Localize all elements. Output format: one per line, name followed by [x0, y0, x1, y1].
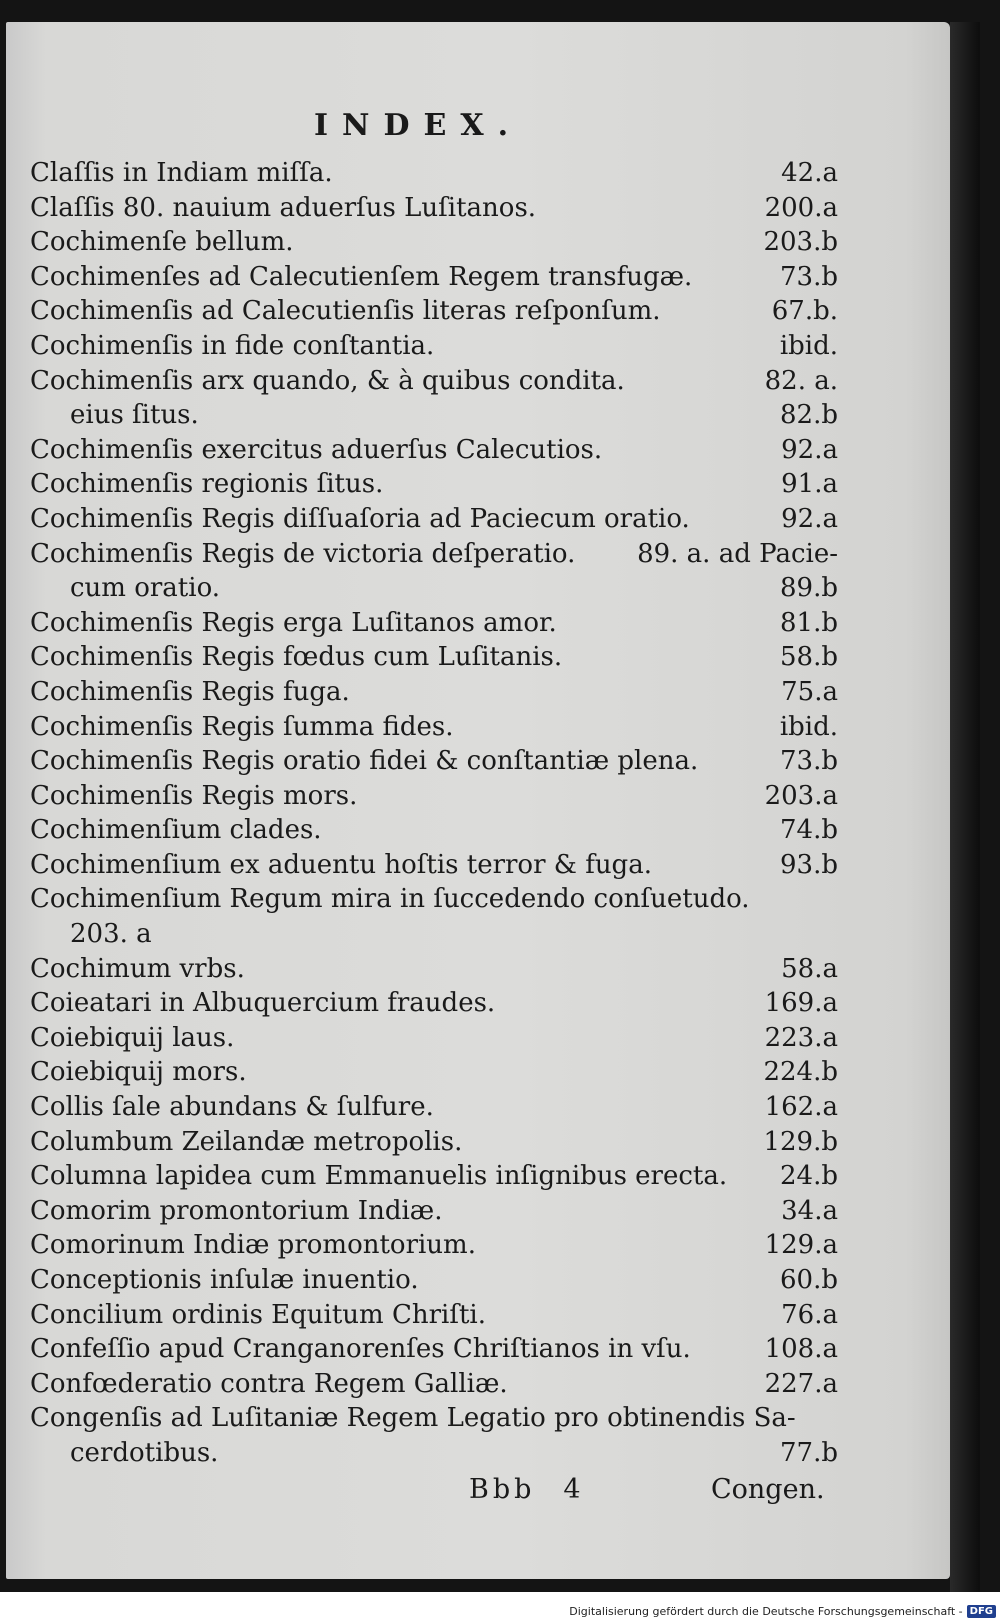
- index-entry: [30, 813, 838, 848]
- index-entry: [30, 433, 838, 468]
- running-head: INDEX.: [314, 108, 523, 143]
- entry-page-ref: 58.a: [781, 953, 838, 984]
- index-entry: [30, 1298, 838, 1333]
- entry-page-ref: 60.b: [780, 1265, 838, 1295]
- entry-page-ref: 58.b: [780, 642, 838, 673]
- index-entry: [30, 917, 838, 952]
- entry-text: Cochimenſes ad Calecutienſem Regem transfugæ.: [30, 261, 693, 292]
- entry-text: 203. a: [70, 919, 152, 950]
- index-entry: [30, 744, 838, 779]
- entry-text: cerdotibus.: [70, 1437, 219, 1468]
- index-entry: [30, 1125, 838, 1160]
- catchword: Congen.: [711, 1474, 825, 1505]
- entry-page-ref: 82. a.: [764, 365, 838, 396]
- entry-page-ref: 162.a: [764, 1092, 838, 1123]
- entry-text: Cochimenſis Regis erga Luſitanos amor.: [30, 607, 557, 638]
- entry-page-ref: 34.a: [781, 1195, 838, 1226]
- book-edge: [950, 22, 980, 1592]
- entry-text: Comorinum Indiæ promontorium.: [30, 1230, 476, 1261]
- index-entry: [30, 1263, 838, 1298]
- index-entry: [30, 364, 838, 399]
- index-entry: [30, 260, 838, 295]
- entry-text: Cochimenſis Regis de victoria deſperatio.: [30, 538, 576, 569]
- index-entry: [30, 502, 838, 537]
- digitization-credit: [569, 1603, 996, 1619]
- entry-page-ref: 73.b: [780, 746, 838, 777]
- entry-text: Cochimenſis exercitus aduerſus Calecutios.: [30, 434, 603, 465]
- index-entry: [30, 675, 838, 710]
- entry-text: Cochimenſis Regis oratio fidei & conſtantiæ plena.: [30, 746, 699, 777]
- index-entry: [30, 467, 838, 502]
- index-entry: [30, 191, 838, 226]
- entry-page-ref: 200.a: [764, 192, 838, 223]
- entry-text: Confeſſio apud Cranganorenſes Chriſtianos in vſu.: [30, 1334, 691, 1365]
- entry-text: Cochimenſis Regis mors.: [30, 780, 358, 811]
- index-entry: [30, 1367, 838, 1402]
- index-entry: [30, 848, 838, 883]
- book-page: [6, 22, 950, 1579]
- entry-page-ref: 203.b: [763, 227, 838, 258]
- entry-page-ref: 129.a: [764, 1230, 838, 1261]
- index-entry: [30, 1436, 838, 1471]
- entry-page-ref: 108.a: [764, 1334, 838, 1365]
- entry-page-ref: 89.b: [780, 573, 838, 604]
- index-entry: [30, 294, 838, 329]
- index-entry: [30, 986, 838, 1021]
- entry-page-ref: 93.b: [780, 849, 838, 880]
- index-entry: [30, 398, 838, 433]
- index-entry: [30, 225, 838, 260]
- signature-number: 4: [563, 1474, 585, 1505]
- entry-text: Columbum Zeilandæ metropolis.: [30, 1126, 463, 1157]
- dfg-logo-icon: DFG: [967, 1605, 996, 1618]
- index-entry: [30, 1228, 838, 1263]
- entry-page-ref: 169.a: [764, 988, 838, 1019]
- entry-text: Claſſis in Indiam miſſa.: [30, 158, 333, 188]
- entry-page-ref: 227.a: [764, 1368, 838, 1399]
- entry-page-ref: 75.a: [781, 676, 838, 707]
- entry-text: Cochimenſis ad Calecutienſis literas reſponſum.: [30, 296, 661, 327]
- index-entry: [30, 1194, 838, 1229]
- entry-text: Conceptionis inſulæ inuentio.: [30, 1265, 419, 1295]
- entry-text: Cochimenſis in fide conſtantia.: [30, 330, 435, 361]
- index-entry: [30, 156, 838, 191]
- index-entry: [30, 1021, 838, 1056]
- entry-page-ref: 76.a: [781, 1299, 838, 1330]
- entry-text: Cochimenſis arx quando, & à quibus condita.: [30, 365, 625, 396]
- entry-text: Columna lapidea cum Emmanuelis inſignibus erecta.: [30, 1161, 728, 1192]
- entry-text: Cochimum vrbs.: [30, 953, 245, 984]
- entry-text: Cochimenſis Regis ſumma fides.: [30, 711, 454, 742]
- entry-page-ref: 89. a. ad Pacie-: [637, 538, 838, 569]
- entry-page-ref: 223.a: [764, 1022, 838, 1053]
- entry-page-ref: 77.b: [780, 1437, 838, 1468]
- index-entry: [30, 1090, 838, 1125]
- entry-page-ref: 74.b: [780, 815, 838, 846]
- entry-text: Cochimenſis Regis diſſuaſoria ad Paciecum oratio.: [30, 503, 690, 534]
- entry-text: Coiebiquij mors.: [30, 1057, 247, 1088]
- index-entry: [30, 640, 838, 675]
- index-entry: [30, 606, 838, 641]
- index-entry: [30, 710, 838, 745]
- entry-text: cum oratio.: [70, 573, 221, 604]
- entry-page-ref: 73.b: [780, 261, 838, 292]
- entry-page-ref: 91.a: [781, 469, 838, 500]
- entry-text: Comorim promontorium Indiæ.: [30, 1195, 443, 1226]
- index-entries: [30, 156, 838, 1471]
- entry-page-ref: 42.a: [781, 158, 838, 188]
- entry-text: Cochimenſis Regis fuga.: [30, 676, 350, 707]
- entry-page-ref: 81.b: [780, 607, 838, 638]
- entry-page-ref: ibid.: [779, 711, 838, 742]
- signature-mark: Bbb 4: [469, 1474, 585, 1505]
- entry-page-ref: 67.b.: [771, 296, 838, 327]
- entry-text: Cochimenſium ex aduentu hoſtis terror & fuga.: [30, 849, 652, 880]
- index-entry: [30, 1332, 838, 1367]
- index-entry: [30, 779, 838, 814]
- index-entry: [30, 537, 838, 572]
- credit-text: Digitalisierung gefördert durch die Deutsche Forschungsgemeinschaft -: [569, 1604, 963, 1618]
- index-entry: [30, 329, 838, 364]
- index-entry: [30, 1055, 838, 1090]
- entry-text: Coiebiquij laus.: [30, 1022, 235, 1053]
- entry-text: Congenſis ad Luſitaniæ Regem Legatio pro obtinendis Sa-: [30, 1403, 796, 1434]
- entry-text: Cochimenſe bellum.: [30, 227, 294, 258]
- entry-page-ref: 92.a: [781, 503, 838, 534]
- catchline: [6, 1474, 956, 1510]
- entry-text: Cochimenſium clades.: [30, 815, 322, 846]
- entry-page-ref: ibid.: [779, 330, 838, 361]
- index-entry: [30, 952, 838, 987]
- entry-text: eius ſitus.: [70, 400, 199, 431]
- entry-text: Cochimenſium Regum mira in ſuccedendo conſuetudo.: [30, 884, 750, 915]
- entry-page-ref: 129.b: [763, 1126, 838, 1157]
- entry-text: Concilium ordinis Equitum Chriſti.: [30, 1299, 487, 1330]
- entry-page-ref: 92.a: [781, 434, 838, 465]
- entry-text: Coieatari in Albuquercium fraudes.: [30, 988, 496, 1019]
- entry-page-ref: 203.a: [764, 780, 838, 811]
- entry-text: Cochimenſis Regis fœdus cum Luſitanis.: [30, 642, 563, 673]
- entry-page-ref: 24.b: [780, 1161, 838, 1192]
- entry-text: Claſſis 80. nauium aduerſus Luſitanos.: [30, 192, 537, 223]
- index-entry: [30, 882, 838, 917]
- entry-text: Collis ſale abundans & ſulfure.: [30, 1092, 434, 1123]
- entry-page-ref: 82.b: [780, 400, 838, 431]
- entry-text: Cochimenſis regionis ſitus.: [30, 469, 384, 500]
- entry-text: Confœderatio contra Regem Galliæ.: [30, 1368, 508, 1399]
- index-entry: [30, 1401, 838, 1436]
- index-entry: [30, 571, 838, 606]
- entry-page-ref: 224.b: [763, 1057, 838, 1088]
- index-entry: [30, 1159, 838, 1194]
